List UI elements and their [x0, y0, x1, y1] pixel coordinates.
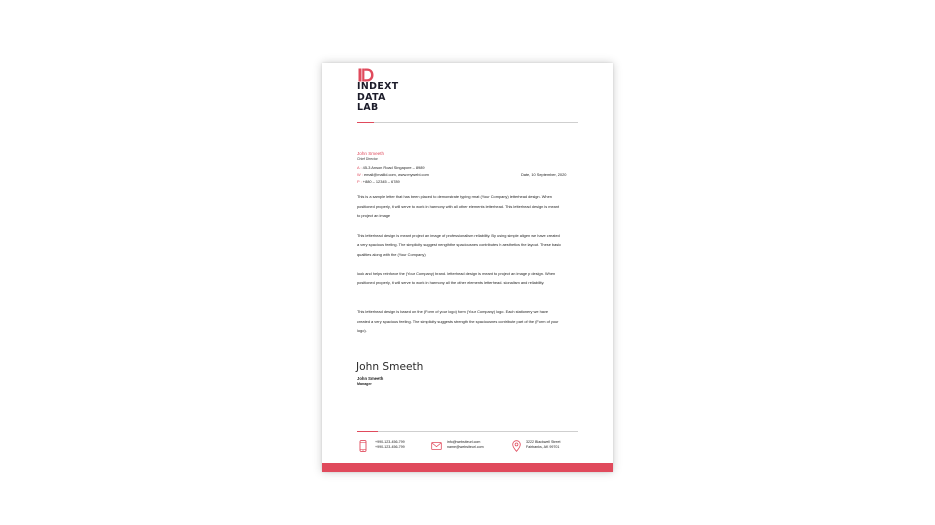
body-paragraph: This letterhead design is meant project an image of professionalism reliability. By using simple aligen we have created a very spacious feeling. The simplicity suggest nengththe spaciousnes contributes h aesthetics the layout. These basic qualities along with the (Your Company)	[357, 232, 562, 257]
sender-phone: P : +880 – 12345 – 6789	[357, 178, 400, 184]
letter-date: Date, 10 September, 2020	[521, 172, 567, 177]
footer-phones	[375, 440, 405, 451]
phone-label: P	[357, 178, 360, 184]
logo-line: DATA	[357, 91, 386, 103]
footer-address-line: Fairbanks, AK 99701	[526, 445, 560, 450]
sender-name: John Smeeth	[357, 151, 385, 156]
header-divider	[357, 122, 578, 123]
footer-phone: +990-123-456-799	[375, 445, 405, 450]
footer-divider	[357, 431, 578, 432]
sender-web: W : email@mailid.com, www.mywebi.com	[357, 171, 429, 177]
footer-email: info@websiteurl.com	[447, 440, 481, 444]
sender-title: Chief Director	[357, 157, 378, 161]
sender-address: A : 45-3 Anson Road Singapore – 8989	[357, 164, 425, 170]
body-paragraph: This letterhead design is based on the (Form of your logo) form (Your Company) logo. Each stationery we have created a very spacious feeling. The simplicity suggests strength the spaciousnes contribute part of the (Form of your logo).	[357, 309, 559, 334]
footer-address-line: 3222 Blackwell Street	[526, 440, 561, 444]
logo-line: LAB	[357, 102, 379, 113]
location-pin-icon	[512, 440, 521, 452]
logo-line: INDEXT	[357, 81, 399, 92]
signatory-name: John Smeeth	[357, 376, 384, 381]
phone-value: +880 – 12345 – 6789	[362, 178, 400, 184]
body-paragraph: This is a sample letter that has been placed to demonstrate typing rmat (Your Company) letterhead design. When positioned properly, it will serve to work in harmony with all other elements letterhead. This letterhead design is meant to project an image	[357, 194, 560, 219]
address-value: 45-3 Anson Road Singapore – 8989	[362, 164, 425, 170]
letterhead-page	[322, 63, 613, 472]
address-label: A	[357, 164, 360, 170]
footer-email: name@websiteurl.com	[447, 445, 484, 450]
web-label: W	[357, 171, 361, 177]
company-logo-text	[357, 82, 399, 114]
signatory-role: Manager	[357, 381, 372, 386]
footer-divider-accent	[357, 431, 378, 432]
id-logo-icon	[358, 68, 374, 82]
web-value: email@mailid.com, www.mywebi.com	[363, 171, 429, 177]
footer-phone: +990-123-456-799	[375, 440, 405, 444]
footer-emails	[447, 440, 484, 451]
phone-icon	[359, 440, 367, 452]
handwritten-signature: John Smeeth	[356, 361, 424, 373]
body-paragraph: look and helps reinforce the (Your Company) brand. letterhead design is meant to project an image p design. When positioned properly, it will serve to work in harmony all the other elements letterhead. sionalism and reliability.	[357, 270, 556, 286]
header-divider-accent	[357, 122, 374, 123]
footer-address	[526, 440, 561, 451]
footer-accent-bar	[322, 463, 613, 472]
mail-icon	[431, 442, 442, 450]
